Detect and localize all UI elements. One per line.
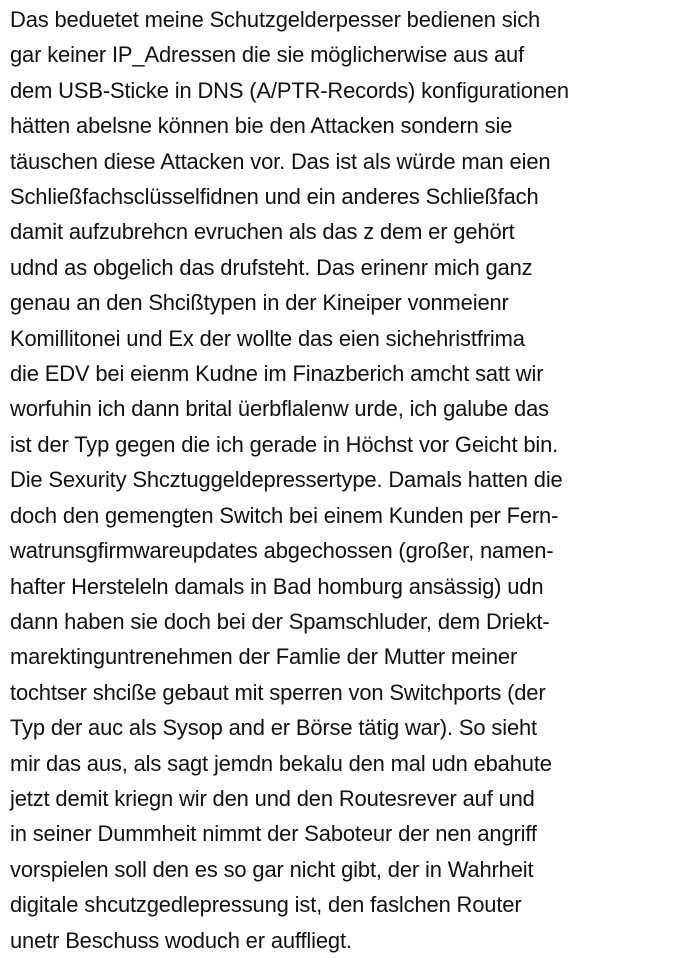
text-line: doch den gemengten Switch bei einem Kunden per Fern- <box>10 502 559 528</box>
text-line: die EDV bei eienm Kudne im Finazberich amcht satt wir <box>10 361 544 387</box>
text-line: dem USB-Sticke in DNS (A/PTR-Records) konfigurationen <box>10 77 569 103</box>
text-line: marektinguntrenehmen der Famlie der Mutter meiner <box>10 644 518 670</box>
text-line: digitale shcutzgedlepressung ist, den faslchen Router <box>10 892 522 918</box>
text-line: dann haben sie doch bei der Spamschluder, dem Driekt- <box>10 608 550 634</box>
text-line: Komillitonei und Ex der wollte das eien sichehristfrima <box>10 325 525 351</box>
text-line: damit aufzubrehcn evruchen als das z dem er gehört <box>10 219 515 245</box>
text-line: tochtser shciße gebaut mit sperren von Switchports (der <box>10 679 546 705</box>
text-line: watrunsgfirmwareupdates abgechossen (großer, namen- <box>10 538 554 564</box>
text-line: genau an den Shcißtypen in der Kineiper vonmeienr <box>10 290 509 316</box>
text-line: udnd as obgelich das drufsteht. Das erinenr mich ganz <box>10 254 533 280</box>
body-text <box>10 2 680 958</box>
text-line: vorspielen soll den es so gar nicht gibt, der in Wahrheit <box>10 856 534 882</box>
text-line: gar keiner IP_Adressen die sie möglicherwise aus auf <box>10 42 525 68</box>
text-line: in seiner Dummheit nimmt der Saboteur der nen angriff <box>10 821 537 847</box>
text-line: worfuhin ich dann brital üerbflalenw urde, ich galube das <box>10 396 549 422</box>
text-line: Typ der auc als Sysop and er Börse tätig war). So sieht <box>10 715 537 741</box>
text-line: täuschen diese Attacken vor. Das ist als würde man eien <box>10 148 551 174</box>
text-line: Schließfachsclüsselfidnen und ein anderes Schließfach <box>10 184 539 210</box>
text-line: hätten abelsne können bie den Attacken sondern sie <box>10 113 513 139</box>
text-line: mir das aus, als sagt jemdn bekalu den mal udn ebahute <box>10 750 552 776</box>
text-line: Das beduetet meine Schutzgelderpesser bedienen sich <box>10 7 541 32</box>
text-line: jetzt demit kriegn wir den und den Routesrever auf und <box>10 785 535 811</box>
text-line: unetr Beschuss woduch er auffliegt. <box>10 927 352 953</box>
text-line: ist der Typ gegen die ich gerade in Höchst vor Geicht bin. <box>10 431 559 457</box>
text-line: Die Sexurity Shcztuggeldepressertype. Damals hatten die <box>10 467 563 493</box>
text-line: hafter Hersteleln damals in Bad homburg ansässig) udn <box>10 573 544 599</box>
